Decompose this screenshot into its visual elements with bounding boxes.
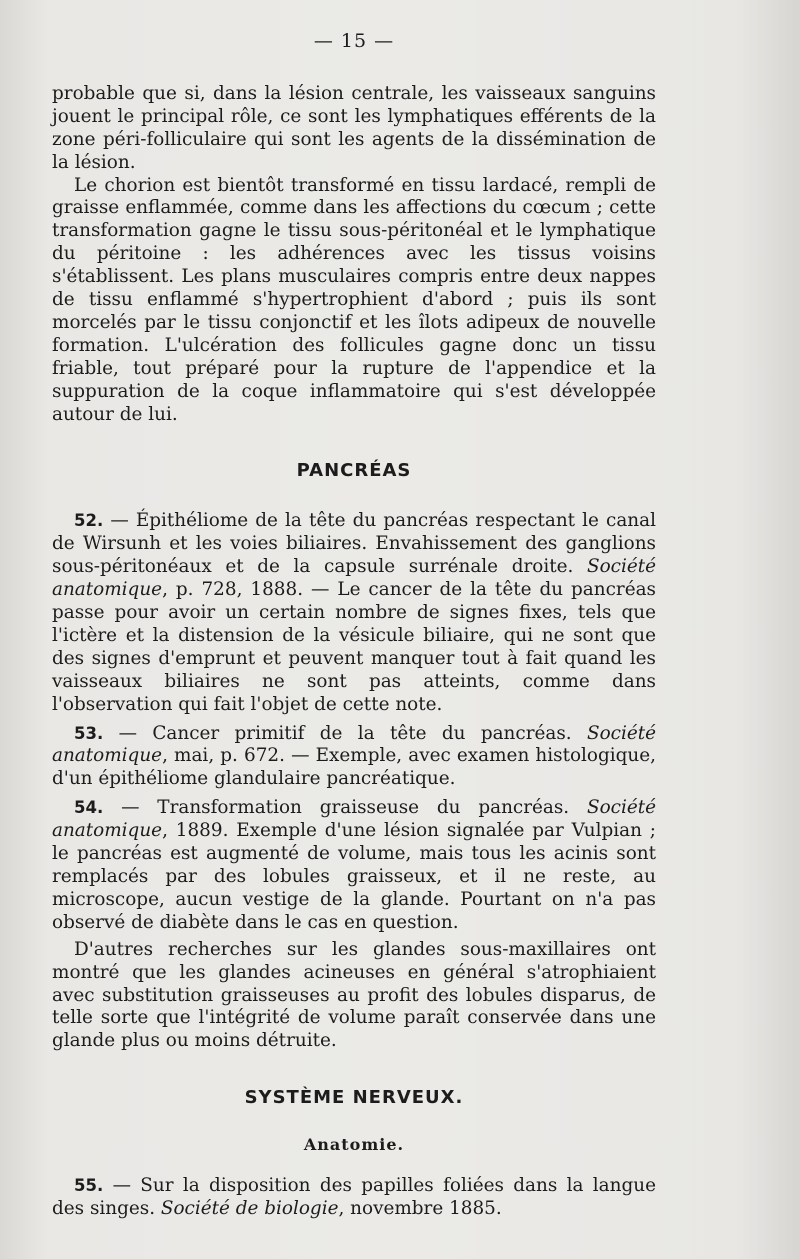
- entry-text-cont: , p. 728, 1888. — Le cancer de la tête du pancréas passe pour avoir un certain nombre de signes fixes, tels que l'ictère et la distension de la vésicule biliaire, qui ne sont que des signes d'emprunt et peuvent manquer tout à fait quand les vaisseaux biliaires ne sont pas atteints, comme dans l'observation qui fait l'objet de cette note.: [52, 579, 656, 715]
- entry-text-cont: , 1889. Exemple d'une lésion signalée par Vulpian ; le pancréas est augmenté de volume, mais tous les acinis sont remplacés par des lobules graisseux, et il ne reste, au microscope, aucun vestige de la glande. Pourtant on n'a pas observé de diabète dans le cas en question.: [52, 820, 656, 933]
- page-number: — 15 —: [313, 30, 395, 52]
- subsection-heading-anatomie: Anatomie.: [303, 1135, 405, 1155]
- entry-54: [52, 797, 656, 934]
- entry-text: — Cancer primitif de la tête du pancréas.: [103, 722, 587, 744]
- entry-journal: Société anatomique: [52, 797, 656, 842]
- entry-journal: Société de biologie: [160, 1197, 339, 1219]
- page-content: [52, 30, 656, 1221]
- entry-journal: Société anatomique: [52, 556, 656, 601]
- section-heading-pancreas: PANCRÉAS: [296, 459, 412, 481]
- entry-number: 54.: [74, 798, 104, 818]
- entry-number: 55.: [74, 1176, 104, 1196]
- intro-paragraph-2: Le chorion est bientôt transformé en tissu lardacé, rempli de graisse enflammée, comme dans les affections du cœcum ; cette transformation gagne le tissu sous-péritonéal et le lymphatique du péritoine : les adhérences avec les tissus voisins s'établissent. Les plans musculaires compris entre deux nappes de tissu enflammé s'hypertrophient d'abord ; puis ils sont morcelés par le tissu conjonctif et les îlots adipeux de nouvelle formation. L'ulcération des follicules gagne donc un tissu friable, tout préparé pour la rupture de l'appendice et la suppuration de la coque inflammatoire qui s'est développée autour de lui.: [52, 174, 656, 425]
- entry-text: — Épithéliome de la tête du pancréas respectant le canal de Wirsunh et les voies biliaires. Envahissement des ganglions sous-péritonéaux et de la capsule surrénale droite.: [52, 510, 656, 578]
- entry-53: [52, 723, 656, 792]
- intro-paragraph-1: probable que si, dans la lésion centrale, les vaisseaux sanguins jouent le principal rôle, ce sont les lymphatiques efférents de la zone péri-folliculaire qui sont les agents de la dissémination de la lésion.: [52, 82, 656, 173]
- entry-number: 53.: [74, 723, 104, 743]
- entry-55: [52, 1175, 656, 1221]
- entry-number: 52.: [74, 511, 104, 531]
- entry-text-cont: , mai, p. 672. — Exemple, avec examen histologique, d'un épithéliome glandulaire pancréatique.: [52, 745, 656, 790]
- entry-text: — Sur la disposition des papilles foliées dans la langue des singes.: [52, 1175, 656, 1219]
- section-heading-systeme-nerveux: SYSTÈME NERVEUX.: [244, 1087, 464, 1109]
- entry-text: — Transformation graisseuse du pancréas.: [103, 797, 587, 819]
- entry-text-cont: , novembre 1885.: [338, 1197, 502, 1219]
- paragraph-autres-recherches: D'autres recherches sur les glandes sous-maxillaires ont montré que les glandes acineuses en général s'atrophiaient avec substitution graisseuses au profit des lobules disparus, de telle sorte que l'intégrité de volume paraît conservée dans une glande plus ou moins détruite.: [52, 938, 656, 1052]
- entry-52: [52, 510, 656, 716]
- entry-journal: Société anatomique: [52, 722, 656, 767]
